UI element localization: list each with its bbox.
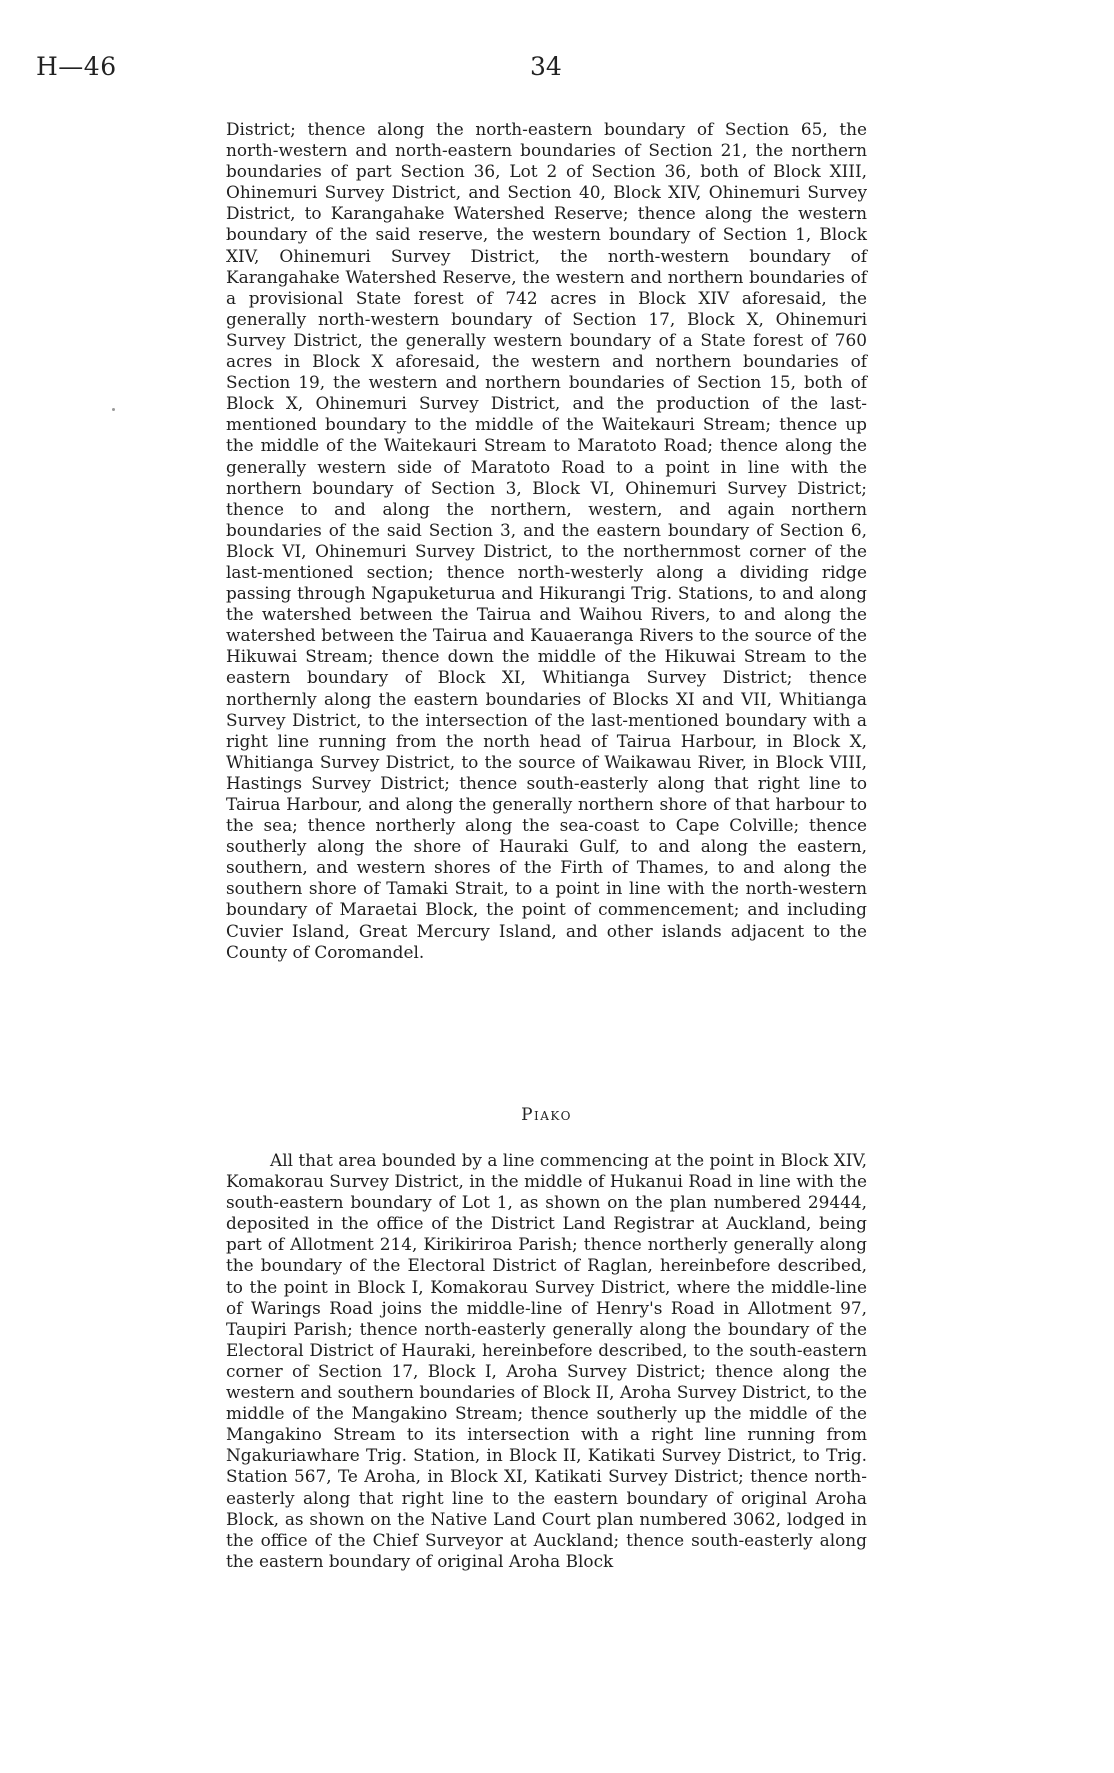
section-heading-piako: Piako <box>521 1105 572 1125</box>
page-number: 34 <box>530 52 562 81</box>
boundary-paragraph-coromandel: District; thence along the north-eastern boundary of Section 65, the north-western and north-eastern boundaries of Section 21, the northern boundaries of part Section 36, Lot 2 of Section 36, both of Block XIII, Ohinemuri Survey District, and Section 40, Block XIV, Ohinemuri Survey District, to Karangahake Watershed Reserve; thence along the western boundary of the said reserve, the western boundary of Section 1, Block XIV, Ohinemuri Survey District, the north-western boundary of Karangahake Watershed Reserve, the western and northern boundaries of a provisional State forest of 742 acres in Block XIV aforesaid, the generally north-western boundary of Section 17, Block X, Ohinemuri Survey District, the generally western boundary of a State forest of 760 acres in Block X aforesaid, the western and northern boundaries of Section 19, the western and northern boundaries of Section 15, both of Block X, Ohinemuri Survey District, and the production of the last-mentioned boundary to the middle of the Waitekauri Stream; thence up the middle of the Waitekauri Stream to Maratoto Road; thence along the generally western side of Maratoto Road to a point in line with the northern boundary of Section 3, Block VI, Ohinemuri Survey District; thence to and along the northern, western, and again northern boundaries of the said Section 3, and the eastern boundary of Section 6, Block VI, Ohinemuri Survey District, to the northernmost corner of the last-mentioned section; thence north-westerly along a dividing ridge passing through Ngapuketurua and Hikurangi Trig. Stations, to and along the watershed between the Tairua and Waihou Rivers, to and along the watershed between the Tairua and Kauaeranga Rivers to the source of the Hikuwai Stream; thence down the middle of the Hikuwai Stream to the eastern boundary of Block XI, Whitianga Survey District; thence northernly along the eastern boundaries of Blocks XI and VII, Whitianga Survey District, to the intersection of the last-mentioned boundary with a right line running from the north head of Tairua Harbour, in Block X, Whitianga Survey District, to the source of Waikawau River, in Block VIII, Hastings Survey District; thence south-easterly along that right line to Tairua Harbour, and along the generally northern shore of that harbour to the sea; thence northerly along the sea-coast to Cape Colville; thence southerly along the shore of Hauraki Gulf, to and along the eastern, southern, and western shores of the Firth of Thames, to and along the southern shore of Tamaki Strait, to a point in line with the north-western boundary of Maraetai Block, the point of commencement; and including Cuvier Island, Great Mercury Island, and other islands adjacent to the County of Coromandel. <box>226 119 867 962</box>
margin-mark <box>112 408 115 411</box>
boundary-paragraph-piako: All that area bounded by a line commencing at the point in Block XIV, Komakorau Survey District, in the middle of Hukanui Road in line with the south-eastern boundary of Lot 1, as shown on the plan numbered 29444, deposited in the office of the District Land Registrar at Auckland, being part of Allotment 214, Kirikiriroa Parish; thence northerly generally along the boundary of the Electoral District of Raglan, hereinbefore described, to the point in Block I, Komakorau Survey District, where the middle-line of Warings Road joins the middle-line of Henry's Road in Allotment 97, Taupiri Parish; thence north-easterly generally along the boundary of the Electoral District of Hauraki, hereinbefore described, to the south-eastern corner of Section 17, Block I, Aroha Survey District; thence along the western and southern boundaries of Block II, Aroha Survey District, to the middle of the Mangakino Stream; thence southerly up the middle of the Mangakino Stream to its intersection with a right line running from Ngakuriawhare Trig. Station, in Block II, Katikati Survey District, to Trig. Station 567, Te Aroha, in Block XI, Katikati Survey District; thence north-easterly along that right line to the eastern boundary of original Aroha Block, as shown on the Native Land Court plan numbered 3062, lodged in the office of the Chief Surveyor at Auckland; thence south-easterly along the eastern boundary of original Aroha Block <box>226 1150 867 1571</box>
document-reference: H—46 <box>36 52 117 81</box>
